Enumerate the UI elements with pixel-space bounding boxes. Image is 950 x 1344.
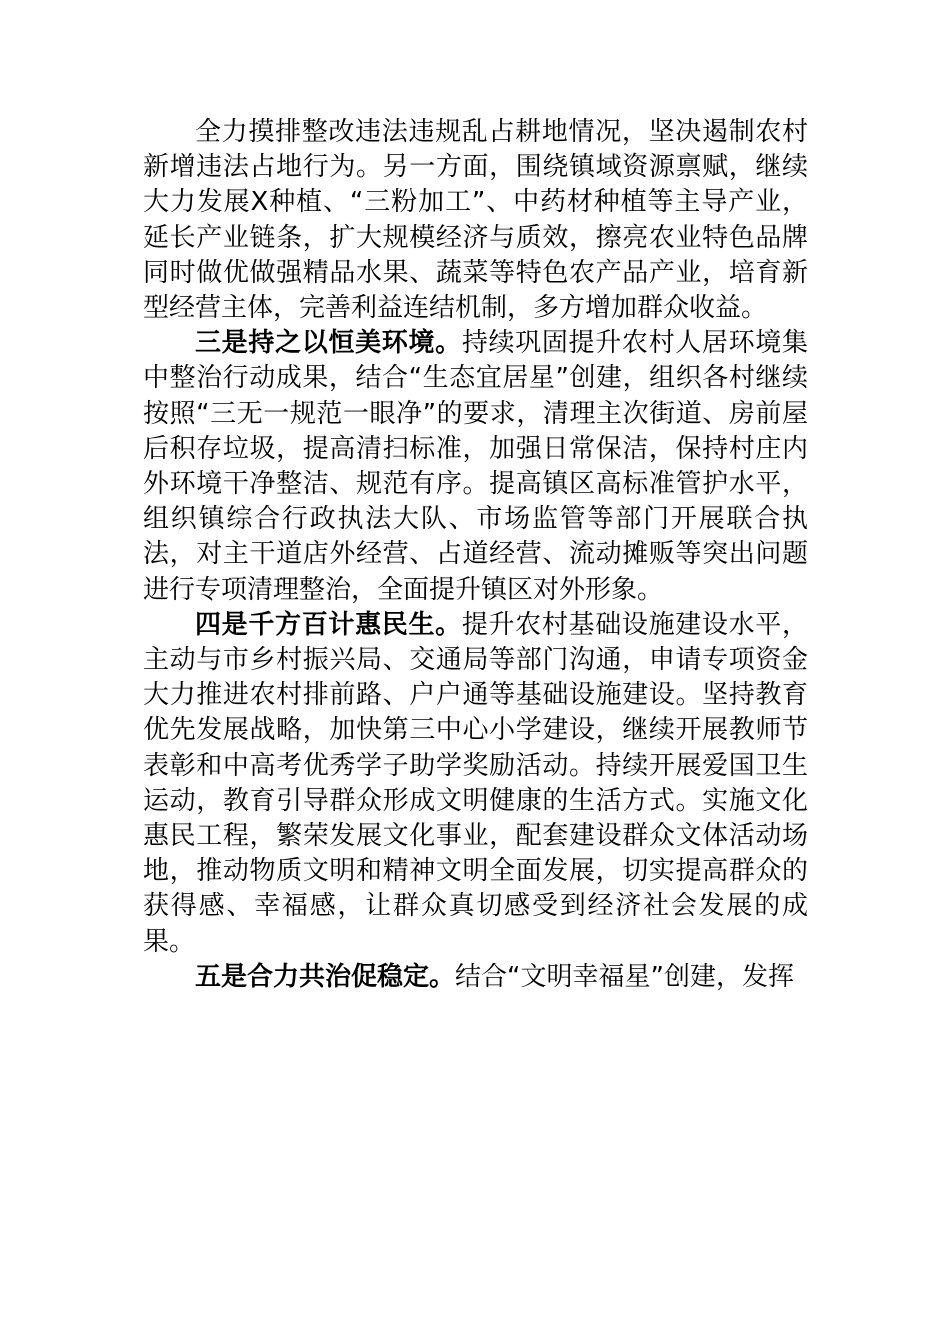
paragraph-2 (143, 326, 808, 608)
paragraph-1 (143, 115, 808, 326)
document-body (143, 115, 808, 995)
paragraph-4-text: 结合“文明幸福星”创建，发挥 (455, 961, 794, 992)
paragraph-3 (143, 608, 808, 960)
paragraph-2-text: 持续巩固提升农村人居环境集中整治行动成果，结合“生态宜居星”创建，组织各村继续按照“三无一规范一眼净”的要求，清理主次街道、房前屋后积存垃圾，提高清扫标准，加强日常保洁，保持村庄内外环境干净整洁、规范有序。提高镇区高标准管护水平，组织镇综合行政执法大队、市场监管等部门开展联合执法，对主干道店外经营、占道经营、流动摊贩等突出问题进行专项清理整治，全面提升镇区对外形象。 (143, 328, 808, 605)
paragraph-4-lead: 五是合力共治促稳定。 (195, 961, 456, 992)
paragraph-2-lead: 三是持之以恒美环境。 (195, 328, 462, 359)
paragraph-3-lead: 四是千方百计惠民生。 (195, 609, 462, 640)
paragraph-3-text: 提升农村基础设施建设水平，主动与市乡村振兴局、交通局等部门沟通，申请专项资金大力推进农村排前路、户户通等基础设施建设。坚持教育优先发展战略，加快第三中心小学建设，继续开展教师节表彰和中高考优秀学子助学奖励活动。持续开展爱国卫生运动，教育引导群众形成文明健康的生活方式。实施文化惠民工程，繁荣发展文化事业，配套建设群众文体活动场地，推动物质文明和精神文明全面发展，切实提高群众的获得感、幸福感，让群众真切感受到经济社会发展的成果。 (143, 609, 808, 957)
paragraph-1-text: 全力摸排整改违法违规乱占耕地情况，坚决遏制农村新增违法占地行为。另一方面，围绕镇域资源禀赋，继续大力发展X种植、“三粉加工”、中药材种植等主导产业，延长产业链条，扩大规模经济与质效，擦亮农业特色品牌同时做优做强精品水果、蔬菜等特色农产品产业，培育新型经营主体，完善利益连结机制，多方增加群众收益。 (143, 117, 808, 324)
paragraph-4 (143, 960, 808, 995)
